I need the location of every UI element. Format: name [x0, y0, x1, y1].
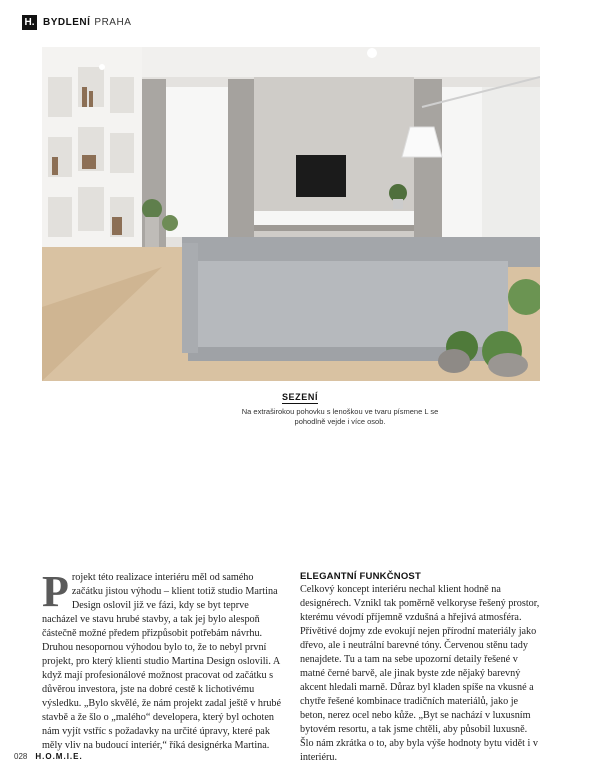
magazine-badge: H. [22, 15, 37, 30]
section-title: BYDLENÍ [43, 16, 91, 28]
article-left-column [42, 567, 282, 753]
page-number: 028 [14, 752, 28, 761]
caption-text: Na extraširokou pohovku s lenoškou ve tvaru písmene L se pohodlně vejde i více osob. [241, 407, 439, 426]
article-right-column [300, 571, 540, 765]
living-room-photo [42, 47, 540, 381]
page-footer [14, 752, 83, 761]
running-header [22, 14, 131, 30]
subheading: ELEGANTNÍ FUNKČNOST [300, 571, 421, 582]
drop-cap: P [42, 567, 69, 616]
caption-title: SEZENÍ [281, 392, 319, 402]
section-subtitle: PRAHA [94, 16, 132, 28]
article-right-text: Celkový koncept interiéru nechal klient hodně na designérech. Vznikl tak poměrně velkoryse řešený prostor, kterému vévodí příjemně vzdušná a hřejivá atmosféra. Přívětivé dojmy zde evokují nejen přírodní materiály jako dřevo, ale i neutrální barevné tóny. Červenou stěnu tady nenajdete. Tu a tam na sebe upozorní detaily řešené v matné černé barvě, ale jinak byste zde nějaký barevný akcent hledali marně. Důraz byl kladen spíše na vkusné a chytře řešené kombinace tradičních materiálů, jako je beton, nerez ocel nebo kůže. „Byt se nachází v luxusním bytovém resortu, a tak jsme chtěli, aby působil luxusně. Šlo nám zkrátka o to, aby byla výše hodnoty bytu vidět i v interiéru. [300, 584, 540, 763]
article-left-text: rojekt této realizace interiéru měl od samého začátku jistou výhodu – klient totiž studio Martina Design oslovil již ve fázi, kdy se byt teprve nacházel ve stavu hrubé stavby, a tak jej bylo alespoň částečně možné předem přizpůsobit potřebám návrhu. Druhou nesopornou výhodou bylo to, že to nebyl první projekt, pro který klienti studio Martina Design oslovili. A když mají profesionálové možnost pracovat od začátku s důvěrou investora, jste na dobré cestě k lichotivému výsledku. „Bylo skvělé, že nám projekt zadal ještě v hrubé stavbě a že šlo o „malého“ developera, který byl ochoten nám vyjít vstříc s požadavky na určité úpravy, které pak měly vliv na budoucí interiér,“ říká designérka Martina. [42, 572, 282, 751]
magazine-name: H.O.M.I.E. [35, 752, 83, 761]
